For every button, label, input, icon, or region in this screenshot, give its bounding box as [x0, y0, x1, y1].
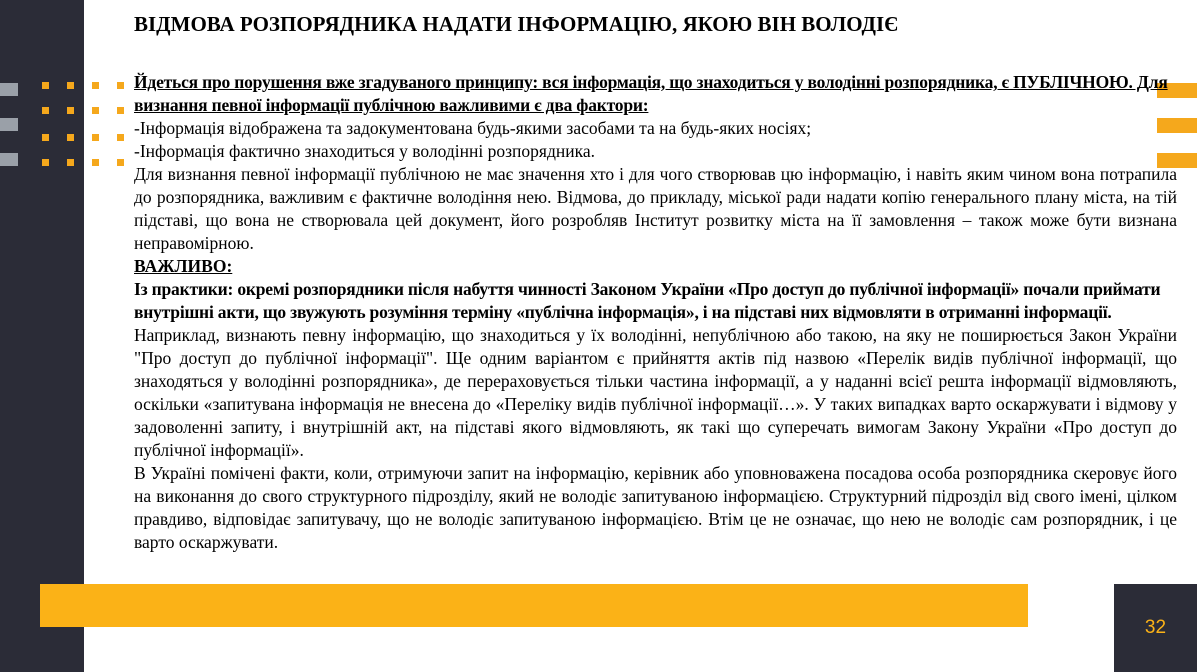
left-dark-bar	[0, 0, 84, 672]
decor-dot	[117, 107, 124, 114]
bottom-yellow-band	[40, 584, 1028, 627]
body-paragraph: В Україні помічені факти, коли, отримуючи запит на інформацію, керівник або уповноважена посадова особа розпорядника скеровує його на виконання до свого структурного підрозділу, який не володіє запитуваною інформацією. Структурний підрозділ від свого імені, цілком правдиво, відповідає запитувачу, що не володіє запитуваною інформацією. Втім це не означає, що нею не володіє сам розпорядник, і це варто оскаржувати.	[134, 463, 1177, 552]
decor-dot	[117, 159, 124, 166]
decor-dot	[92, 159, 99, 166]
factor-item: -Інформація фактично знаходиться у володінні розпорядника.	[134, 141, 595, 161]
decor-dash	[0, 118, 18, 131]
decor-dot	[67, 82, 74, 89]
decor-dot	[67, 107, 74, 114]
decor-dot	[67, 159, 74, 166]
body-paragraph: Для визнання певної інформації публічною не має значення хто і для чого створював цю інформацію, і навіть яким чином вона потрапила до розпорядника, важливим є фактичне володіння нею. Відмова, до прикладу, міської ради надати копію генерального плану міста, на тій підставі, що вона не створювала цей документ, його розробляв Інститут розвитку міста на її замовлення – також може бути визнана неправомірною.	[134, 164, 1177, 253]
practice-paragraph: Із практики: окремі розпорядники після набуття чинності Законом України «Про доступ до публічної інформації» почали приймати внутрішні акти, що звужують розуміння терміну «публічна інформація», і на підставі них відмовляти в отриманні інформації.	[134, 279, 1161, 322]
decor-dot	[42, 82, 49, 89]
decor-dot	[92, 134, 99, 141]
decor-dot	[42, 134, 49, 141]
decor-dot	[117, 134, 124, 141]
body-paragraph: Наприклад, визнають певну інформацію, що знаходиться у їх володінні, непублічною або такою, на яку не поширюється Закон України "Про доступ до публічної інформації". Ще одним варіантом є прийняття актів під назвою «Перелік видів публічної інформації, що знаходяться у володінні розпорядника», де перераховується тільки частина інформації, а у наданні всієї решта інформації відмовляють, оскільки «запитувана інформація не внесена до «Переліку видів публічної інформації…». У таких випадках варто оскаржувати і відмову у задоволенні запиту, і внутрішній акт, на підставі якого відмовляють, як такі що суперечать вимогам Закону України «Про доступ до публічної інформації».	[134, 325, 1177, 460]
page-number: 32	[1144, 617, 1167, 638]
important-label: ВАЖЛИВО:	[134, 256, 233, 276]
decor-dash	[0, 153, 18, 166]
slide-title: ВІДМОВА РОЗПОРЯДНИКА НАДАТИ ІНФОРМАЦІЮ, ЯКОЮ ВІН ВОЛОДІЄ	[134, 12, 899, 36]
decor-dot	[92, 82, 99, 89]
decor-dash	[0, 83, 18, 96]
intro-paragraph: Йдеться про порушення вже згадуваного принципу: вся інформація, що знаходиться у володінні розпорядника, є ПУБЛІЧНОЮ. Для визнання певної інформації публічною важливими є два фактори:	[134, 72, 1168, 115]
slide-body	[134, 71, 1177, 554]
decor-dot	[42, 159, 49, 166]
decor-dot	[117, 82, 124, 89]
factor-item: -Інформація відображена та задокументована будь-якими засобами та на будь-яких носіях;	[134, 118, 812, 138]
decor-dot	[92, 107, 99, 114]
decor-dot	[67, 134, 74, 141]
decor-dot	[42, 107, 49, 114]
